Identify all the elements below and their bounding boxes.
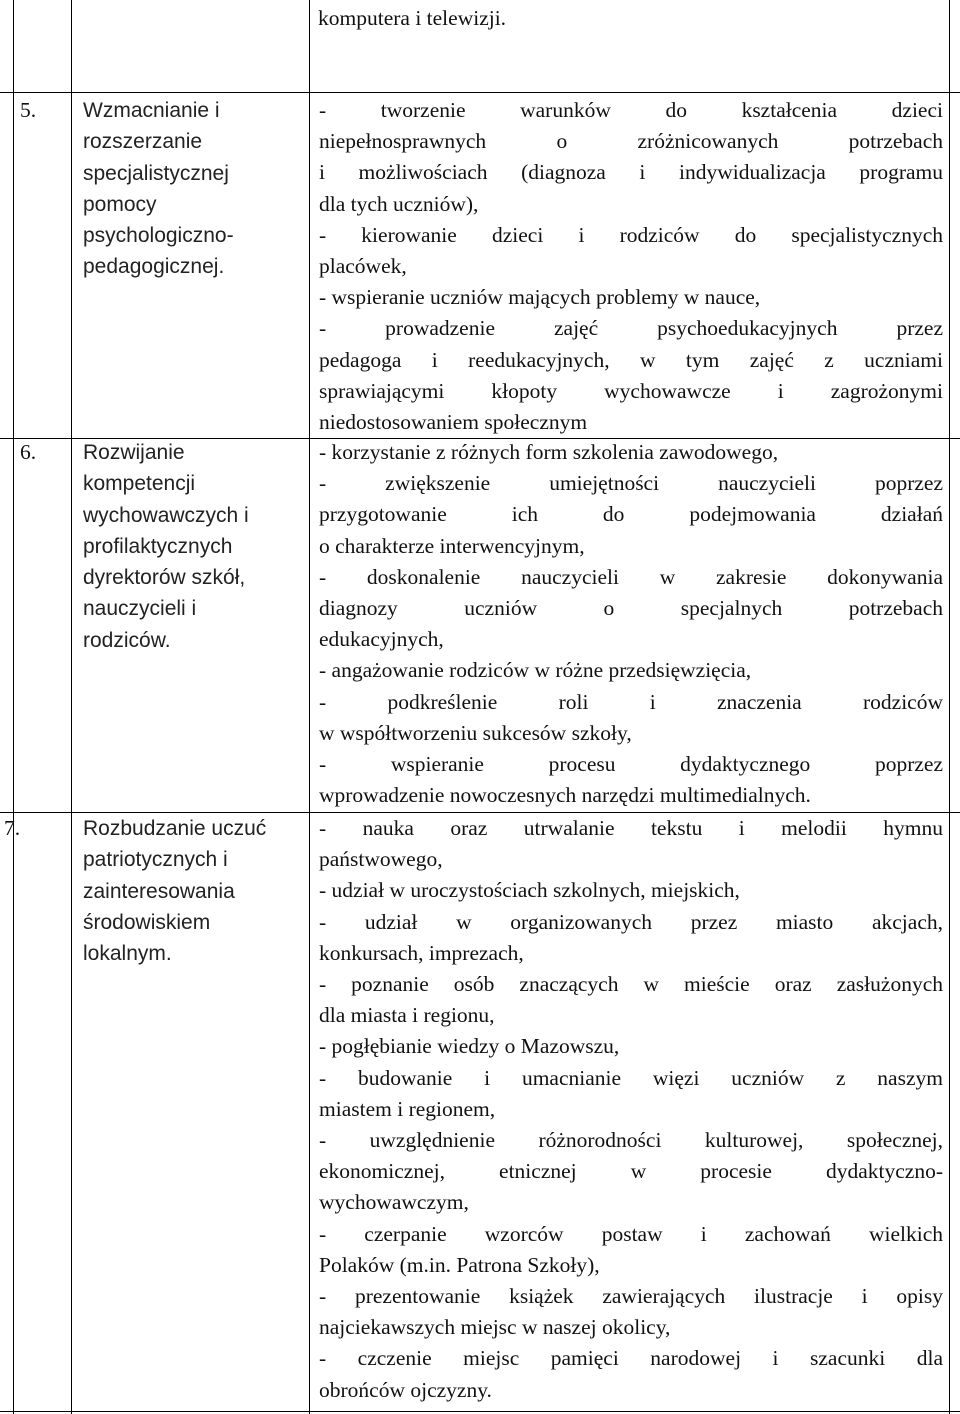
table-border-right bbox=[949, 0, 950, 1414]
goal-line: psychologiczno- bbox=[83, 224, 234, 248]
goal-line: lokalnym. bbox=[83, 942, 172, 966]
column-divider-number bbox=[71, 0, 72, 1414]
task-line: w współtworzeniu sukcesów szkoły, bbox=[319, 720, 632, 745]
goal-line: rozszerzanie bbox=[83, 130, 203, 154]
task-line: - uwzględnienie różnorodności kulturowej, społecznej, bbox=[319, 1128, 943, 1153]
goal-line: nauczycieli i bbox=[83, 597, 197, 621]
task-line: miastem i regionem, bbox=[319, 1096, 496, 1121]
goal-line: pomocy bbox=[83, 192, 157, 216]
goal-line: zainteresowania bbox=[83, 879, 235, 903]
task-line: - pogłębianie wiedzy o Mazowszu, bbox=[319, 1034, 620, 1059]
row-number: 5. bbox=[20, 98, 37, 122]
goal-line: dyrektorów szkół, bbox=[83, 566, 246, 590]
goal-line: wychowawczych i bbox=[83, 503, 249, 527]
task-line: edukacyjnych, bbox=[319, 627, 444, 652]
continued-text-fragment: komputera i telewizji. bbox=[318, 6, 507, 30]
task-line: niepełnosprawnych o zróżnicowanych potrzebach bbox=[319, 129, 943, 154]
task-line: obrońców ojczyzny. bbox=[319, 1377, 492, 1402]
tasks-cell bbox=[319, 813, 943, 1406]
task-line: - prowadzenie zajęć psychoedukacyjnych przez bbox=[319, 316, 943, 341]
table-border-bottom bbox=[0, 1411, 960, 1412]
task-line: placówek, bbox=[319, 254, 407, 279]
goal-line: specjalistycznej bbox=[83, 161, 229, 185]
task-line: wychowawczym, bbox=[319, 1190, 469, 1215]
task-line: - doskonalenie nauczycieli w zakresie dokonywania bbox=[319, 564, 943, 589]
task-line: - udział w organizowanych przez miasto akcjach, bbox=[319, 909, 943, 934]
task-line: - angażowanie rodziców w różne przedsięwzięcia, bbox=[319, 658, 752, 683]
goal-line: profilaktycznych bbox=[83, 534, 233, 558]
task-line: - korzystanie z różnych form szkolenia zawodowego, bbox=[319, 440, 779, 464]
tasks-cell bbox=[319, 437, 943, 811]
task-line: - prezentowanie książek zawierających ilustracje i opisy bbox=[319, 1284, 943, 1309]
task-line: Polaków (m.in. Patrona Szkoły), bbox=[319, 1252, 600, 1277]
task-line: niedostosowaniem społecznym bbox=[319, 410, 588, 435]
task-line: państwowego, bbox=[319, 847, 443, 872]
task-line: - czerpanie wzorców postaw i zachowań wielkich bbox=[319, 1221, 943, 1246]
goal-cell bbox=[83, 95, 234, 283]
task-line: - wspieranie uczniów mających problemy w nauce, bbox=[319, 285, 761, 310]
task-line: - wspieranie procesu dydaktycznego poprzez bbox=[319, 752, 943, 777]
task-line: - budowanie i umacnianie więzi uczniów z naszym bbox=[319, 1065, 943, 1090]
task-line: sprawiającymi kłopoty wychowawcze i zagrożonymi bbox=[319, 378, 943, 403]
column-divider-goal bbox=[309, 0, 310, 1414]
task-line: wprowadzenie nowoczesnych narzędzi multimedialnych. bbox=[319, 783, 811, 808]
task-line: - czczenie miejsc pamięci narodowej i szacunki dla bbox=[319, 1346, 943, 1371]
task-line: najciekawszych miejsc w naszej okolicy, bbox=[319, 1315, 671, 1340]
task-line: przygotowanie ich do podejmowania działań bbox=[319, 502, 943, 527]
tasks-cell bbox=[319, 95, 943, 438]
goal-line: kompetencji bbox=[83, 472, 196, 496]
task-line: - podkreślenie roli i znaczenia rodziców bbox=[319, 689, 943, 714]
row-number: 7. bbox=[4, 816, 21, 840]
task-line: - nauka oraz utrwalanie tekstu i melodii hymnu bbox=[319, 816, 943, 840]
task-line: - udział w uroczystościach szkolnych, miejskich, bbox=[319, 878, 740, 903]
table-border-left bbox=[13, 0, 14, 1414]
goal-cell bbox=[83, 437, 249, 656]
task-line: diagnozy uczniów o specjalnych potrzebach bbox=[319, 596, 943, 621]
task-line: - kierowanie dzieci i rodziców do specjalistycznych bbox=[319, 222, 943, 247]
task-line: - poznanie osób znaczących w mieście oraz zasłużonych bbox=[319, 972, 943, 997]
row-number: 6. bbox=[20, 440, 37, 464]
task-line: dla tych uczniów), bbox=[319, 191, 479, 216]
row-divider-5 bbox=[0, 92, 960, 93]
task-line: dla miasta i regionu, bbox=[319, 1003, 495, 1028]
goal-cell bbox=[83, 813, 266, 969]
goal-line: Rozwijanie bbox=[83, 441, 185, 464]
task-line: i możliwościach (diagnoza i indywidualizacja programu bbox=[319, 160, 943, 185]
goal-line: pedagogicznej. bbox=[83, 255, 225, 279]
task-line: - tworzenie warunków do kształcenia dzieci bbox=[319, 98, 943, 122]
task-line: konkursach, imprezach, bbox=[319, 940, 524, 965]
goal-line: Rozbudzanie uczuć bbox=[83, 817, 267, 840]
task-line: ekonomicznej, etnicznej w procesie dydaktyczno- bbox=[319, 1159, 943, 1184]
goal-line: patriotycznych i bbox=[83, 848, 228, 872]
task-line: pedagoga i reedukacyjnych, w tym zajęć z uczniami bbox=[319, 347, 943, 372]
task-line: o charakterze interwencyjnym, bbox=[319, 533, 585, 558]
goal-line: Wzmacnianie i bbox=[83, 99, 220, 122]
goal-line: rodziców. bbox=[83, 628, 171, 652]
goal-line: środowiskiem bbox=[83, 910, 211, 934]
task-line: - zwiększenie umiejętności nauczycieli poprzez bbox=[319, 471, 943, 496]
